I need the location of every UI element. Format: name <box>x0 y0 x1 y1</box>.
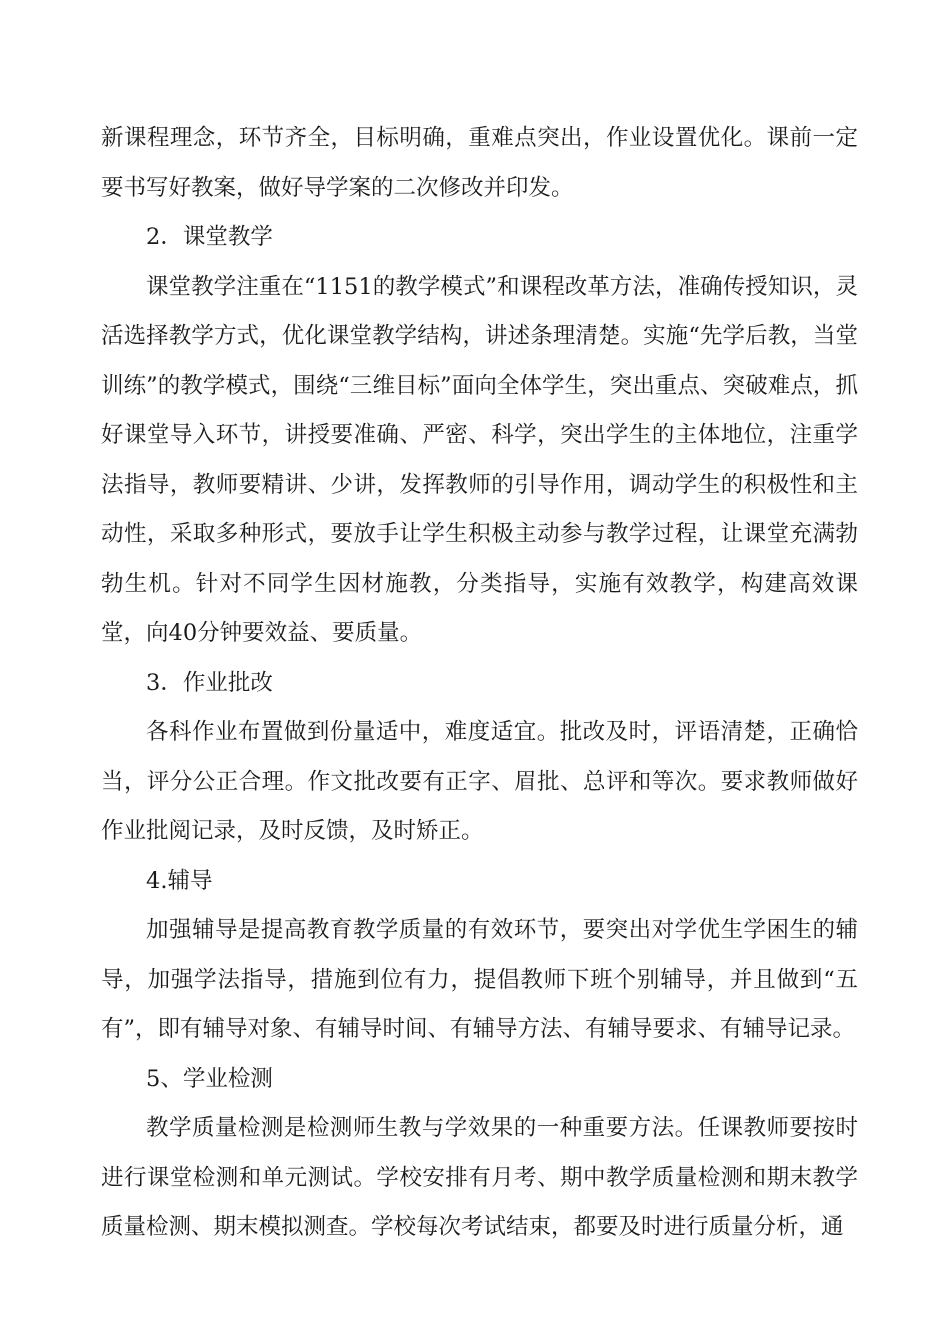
section-heading-homework-grading: 3．作业批改 <box>146 669 273 696</box>
paragraph-tutoring: 加强辅导是提高教育教学质量的有效环节，要突出对学优生学困生的辅导，加强学法指导，措施到位有力，提倡教师下班个别辅导，并且做到“五有”，即有辅导对象、有辅导时间、有辅导方法、有辅导要求、有辅导记录。 <box>101 917 858 1042</box>
section-heading-classroom-teaching: 2．课堂教学 <box>146 224 273 250</box>
section-heading-academic-testing: 5、学业检测 <box>146 1065 273 1092</box>
paragraph-homework-grading: 各科作业布置做到份量适中，难度适宜。批改及时，评语清楚，正确恰当，评分公正合理。作文批改要有正字、眉批、总评和等次。要求教师做好作业批阅记录，及时反馈，及时矫正。 <box>101 719 858 844</box>
paragraph-teaching-plan-continued: 新课程理念，环节齐全，目标明确，重难点突出，作业设置优化。课前一定要书写好教案，做好导学案的二次修改并印发。 <box>101 125 858 201</box>
document-body <box>101 114 858 1253</box>
paragraph-academic-testing: 教学质量检测是检测师生教与学效果的一种重要方法。任课教师要按时进行课堂检测和单元测试。学校安排有月考、期中教学质量检测和期末教学质量检测、期末模拟测查。学校每次考试结束，都要及时进行质量分析，通 <box>101 1115 858 1240</box>
section-heading-tutoring: 4.辅导 <box>146 867 213 894</box>
paragraph-classroom-teaching: 课堂教学注重在“1151的教学模式”和课程改革方法，准确传授知识，灵活选择教学方式，优化课堂教学结构，讲述条理清楚。实施“先学后教，当堂训练”的教学模式，围绕“三维目标”面向全体学生，突出重点、突破难点，抓好课堂导入环节，讲授要准确、严密、科学，突出学生的主体地位，注重学法指导，教师要精讲、少讲，发挥教师的引导作用，调动学生的积极性和主动性，采取多种形式，要放手让学生积极主动参与教学过程，让课堂充满勃勃生机。针对不同学生因材施教，分类指导，实施有效教学，构建高效课堂，向40分钟要效益、要质量。 <box>101 273 858 646</box>
